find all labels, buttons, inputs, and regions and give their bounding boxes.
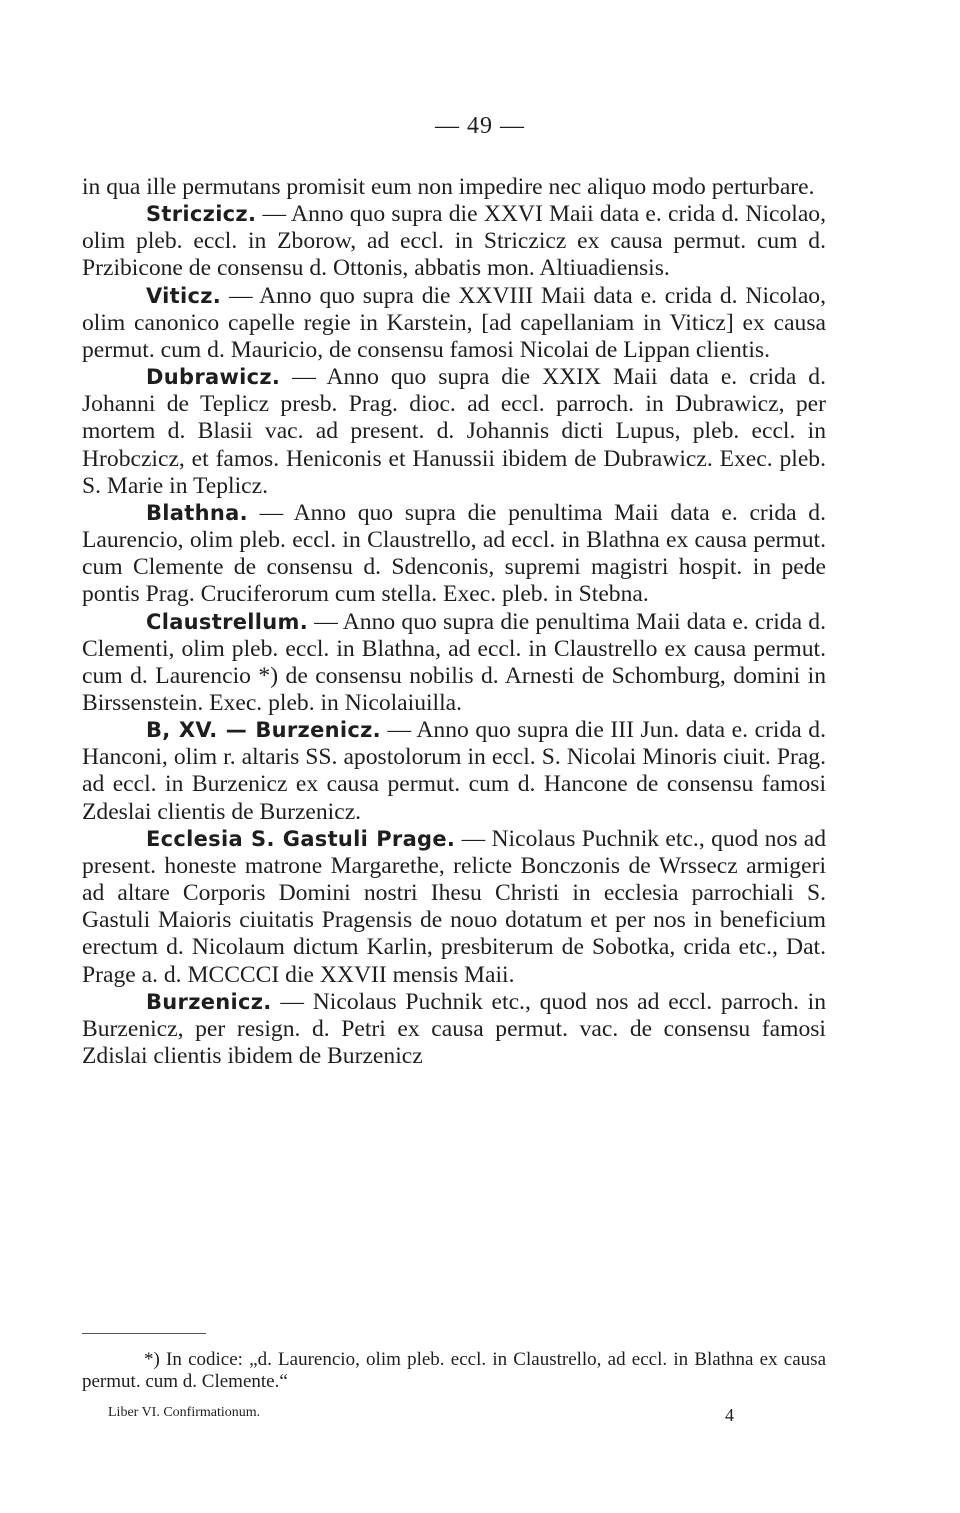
entry-text: — Anno quo supra die penultima Maii data e. crida d. Clementi, olim pleb. eccl. in Blathna, ad eccl. in Claustrello ex causa permut. cum d. Laurencio *) de consensu nobilis d. Arnesti de Schomburg, domini in Birssenstein. Exec. pleb. in Nicolaiuilla.	[82, 608, 826, 716]
entry-heading: Blathna.	[146, 500, 248, 525]
footnote	[82, 1349, 826, 1393]
entry-heading: Claustrellum.	[146, 609, 308, 634]
intro-paragraph: in qua ille permutans promisit eum non impedire nec aliquo modo perturbare.	[82, 174, 815, 200]
entry-burzenicz	[82, 989, 826, 1070]
entry-striczicz	[82, 201, 826, 282]
entry-claustrellum	[82, 609, 826, 718]
entry-text: — Anno quo supra die penultima Maii data e. crida d. Laurencio, olim pleb. eccl. in Claustrello, ad eccl. in Blathna ex causa permut. cum Clemente de consensu d. Sdenconis, supremi magistri hospit. in pede pontis Prag. Cruciferorum cum stella. Exec. pleb. in Stebna.	[82, 499, 826, 608]
footer-signature-label: Liber VI. Confirmationum.	[108, 1405, 261, 1420]
entry-heading: Striczicz.	[146, 202, 257, 227]
entry-blathna	[82, 500, 826, 609]
entry-text: — Anno quo supra die III Jun. data e. crida d. Hanconi, olim r. altaris SS. apostolorum in eccl. S. Nicolai Minoris ciuit. Prag. ad eccl. in Burzenicz ex causa permut. cum d. Hancone de consensu famosi Zdeslai clientis de Burzenicz.	[82, 717, 826, 825]
page-footer	[108, 1405, 734, 1426]
entry-text: — Anno quo supra die XXIX Maii data e. crida d. Johanni de Teplicz presb. Prag. dioc. ad eccl. parroch. in Dubrawicz, per mortem d. Blasii vac. ad present. d. Johannis dicti Lupus, pleb. eccl. in Hrobczicz, et famos. Heniconis et Hanussii ibidem de Dubrawicz. Exec. pleb. S. Marie in Teplicz.	[82, 364, 826, 499]
entry-burzenicz-xv	[82, 717, 826, 826]
footnote-divider	[82, 1333, 206, 1334]
page-number: — 49 —	[435, 113, 525, 139]
entry-ecclesia-gastuli	[82, 826, 826, 989]
footer-signature-number: 4	[725, 1405, 734, 1425]
entry-viticz	[82, 283, 826, 364]
entry-heading: Burzenicz.	[146, 989, 272, 1014]
entry-heading: B, XV. — Burzenicz.	[146, 718, 381, 743]
entry-text: — Nicolaus Puchnik etc., quod nos ad present. honeste matrone Margarethe, relicte Bonczonis de Wrssecz armigeri ad altare Corporis Domini nostri Ihesu Christi in ecclesia parrochiali S. Gastuli Maioris ciuitatis Pragensis de nouo dotatum et per nos in beneficium erectum d. Nicolaum dictum Karlin, presbiterum de Sobotka, crida etc., Dat. Prage a. d. MCCCCI die XXVII mensis Maii.	[82, 825, 827, 988]
entry-text: — Nicolaus Puchnik etc., quod nos ad eccl. parroch. in Burzenicz, per resign. d. Petri ex causa permut. vac. de consensu famosi Zdislai clientis ibidem de Burzenicz	[82, 988, 826, 1069]
body-text	[82, 174, 826, 1070]
entry-text: — Anno quo supra die XXVIII Maii data e. crida d. Nicolao, olim canonico capelle regie in Karstein, [ad capellaniam in Viticz] ex causa permut. cum d. Mauricio, de consensu famosi Nicolai de Lippan clientis.	[82, 282, 826, 363]
entry-heading: Dubrawicz.	[146, 365, 281, 390]
entry-dubrawicz	[82, 364, 826, 500]
entry-text: — Anno quo supra die XXVI Maii data e. crida d. Nicolao, olim pleb. eccl. in Zborow, ad eccl. in Striczicz ex causa permut. cum d. Przibicone de consensu d. Ottonis, abbatis mon. Altiuadiensis.	[82, 201, 826, 282]
entry-heading: Viticz.	[146, 283, 222, 308]
entry-heading: Ecclesia S. Gastuli Prage.	[146, 826, 456, 851]
footnote-text: *) In codice: „d. Laurencio, olim pleb. eccl. in Claustrello, ad eccl. in Blathna ex causa permut. cum d. Clemente.“	[82, 1349, 826, 1392]
